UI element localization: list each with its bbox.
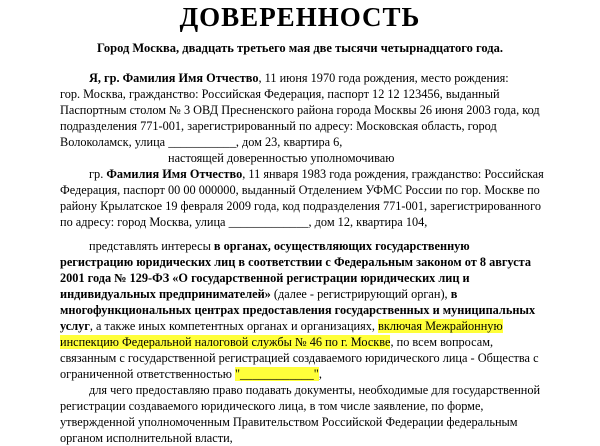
text-line (60, 270, 470, 286)
text-segment: , (318, 367, 322, 381)
text-segment: , а также иных компетентных органах и организациях, (89, 319, 379, 333)
text-segment: ограниченной ответственностью (60, 367, 235, 381)
bold-text: Я, гр. Фамилия Имя Отчество (89, 71, 259, 85)
text-segment: Федерация, паспорт 00 00 000000, выданный Отделением УФМС России по гор. Москве по (60, 183, 540, 197)
text-line (89, 238, 470, 254)
text-segment: гр. (89, 167, 107, 181)
text-segment: органом исполнительной власти, (60, 431, 233, 445)
text-line (89, 166, 544, 182)
text-segment: , 11 января 1983 года рождения, гражданство: Российская (242, 167, 544, 181)
text-line (60, 430, 233, 446)
text-segment: Волоколамск, улица ___________, дом 23, квартира 6, (60, 135, 343, 149)
text-segment: , по всем вопросам, (390, 335, 494, 349)
text-line (60, 86, 500, 102)
text-segment: регистрации создаваемого юридического лица, в том числе заявление, по форме, (60, 399, 484, 413)
text-segment: району Крылатское 19 февраля 2009 года, код подразделения 771-001, зарегистрированного (60, 199, 541, 213)
text-segment: утвержденной уполномоченным Правительством Российской Федерации федеральным (60, 415, 518, 429)
text-segment: Паспортным столом № 3 ОВД Пресненского района города Москвы 26 июня 2003 года, код (60, 103, 540, 117)
text-line (60, 214, 427, 230)
document-title: ДОВЕРЕННОСТЬ (179, 2, 421, 32)
bold-text: многофункциональных центрах предоставления государственных и муниципальных (60, 303, 536, 317)
bold-text: услуг (60, 319, 90, 333)
text-line (168, 150, 394, 166)
text-segment: настоящей доверенностью уполномочиваю (168, 151, 395, 165)
text-line (60, 286, 457, 302)
highlighted-text: "____________" (235, 367, 319, 381)
text-line (60, 334, 493, 350)
bold-text: 2001 года № 129-ФЗ «О государственной регистрации юридических лиц и (60, 271, 470, 285)
text-line (60, 398, 484, 414)
highlighted-text: инспекцию Федеральной налоговой службы № 46 по г. Москве (60, 335, 391, 349)
text-segment: для чего предоставляю право подавать документы, необходимые для государственной (89, 383, 541, 397)
text-line (60, 302, 535, 318)
bold-text: в органах, осуществляющих государственную (213, 239, 470, 253)
text-segment: связанным с государственной регистрацией создаваемого юридического лица - Общества с (60, 351, 539, 365)
city-date-line: Город Москва, двадцать третьего мая две тысячи четырнадцатого года. (97, 41, 503, 55)
text-line (60, 414, 518, 430)
text-line (60, 118, 497, 134)
text-line (89, 382, 540, 398)
text-line (60, 182, 540, 198)
bold-text: регистрацию юридических лиц в соответствии с Федеральным законом от 8 августа (60, 255, 532, 269)
text-segment: представлять интересы (89, 239, 214, 253)
bold-text: в (450, 287, 458, 301)
text-line (60, 102, 540, 118)
text-line (60, 366, 322, 382)
bold-text: Фамилия Имя Отчество (106, 167, 243, 181)
text-line (60, 254, 531, 270)
text-line (60, 198, 541, 214)
text-line (89, 70, 509, 86)
highlighted-text: включая Межрайонную (378, 319, 503, 333)
text-line (60, 134, 342, 150)
text-segment: , 11 июня 1970 года рождения, место рождения: (258, 71, 509, 85)
text-segment: гор. Москва, гражданство: Российская Федерация, паспорт 12 12 123456, выданный (60, 87, 500, 101)
bold-text: индивидуальных предпринимателей» (60, 287, 271, 301)
text-line (60, 350, 539, 366)
text-line (60, 318, 503, 334)
text-segment: (далее - регистрирующий орган), (270, 287, 451, 301)
text-segment: по адресу: город Москва, улица _____________, дом 12, квартира 104, (60, 215, 428, 229)
text-segment: подразделения 771-001, зарегистрированный по адресу: Московская область, город (60, 119, 497, 133)
